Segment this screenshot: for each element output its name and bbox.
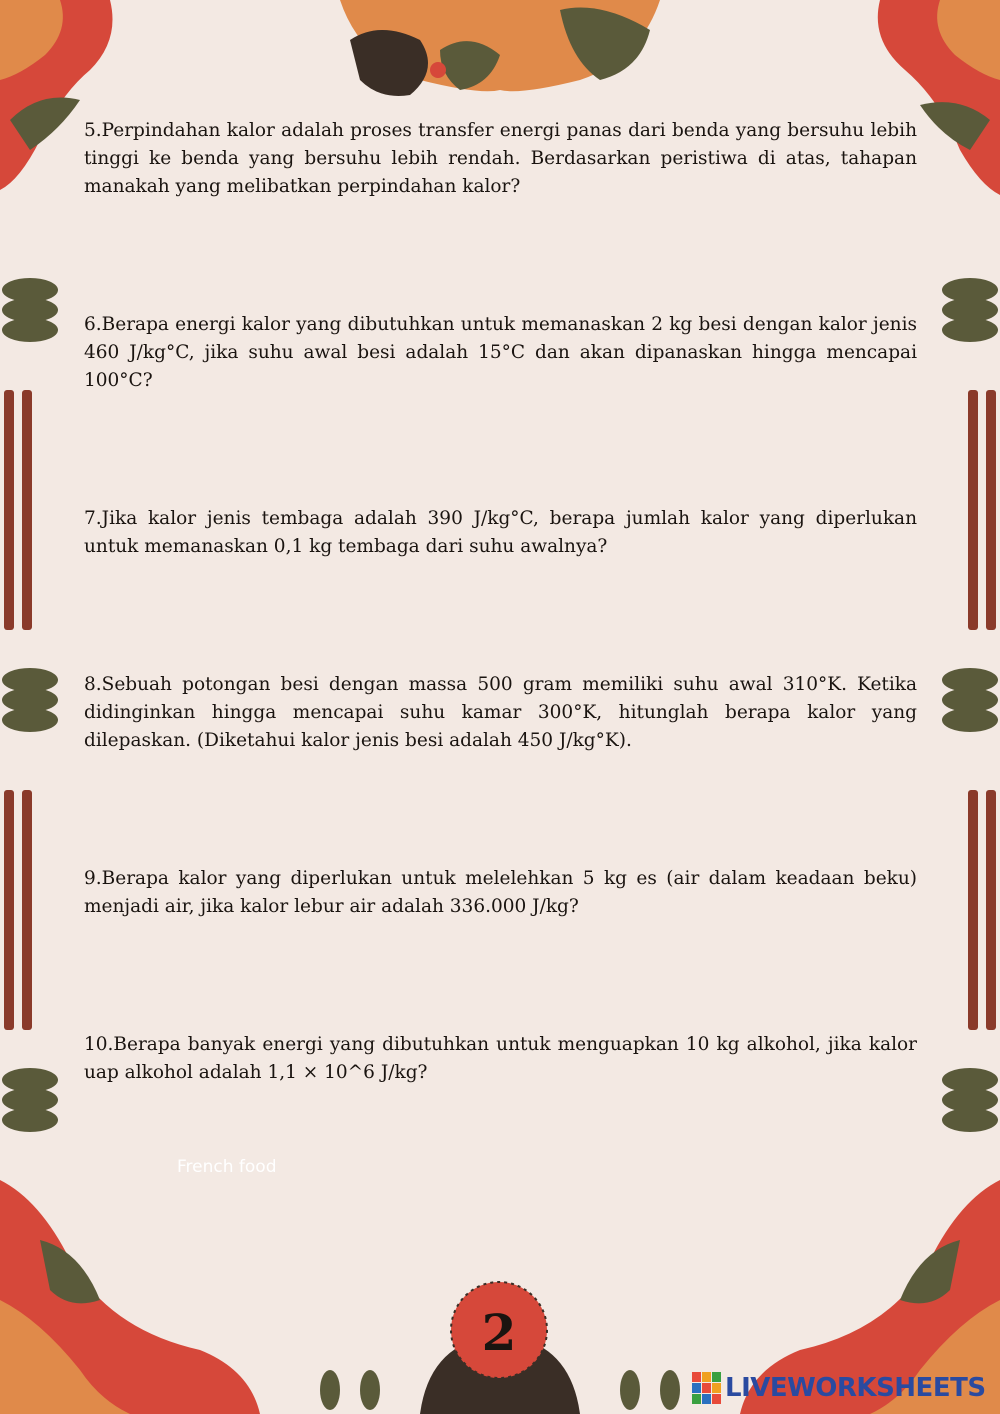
hidden-answer-label: French food (177, 1157, 277, 1177)
grid-logo-icon (692, 1372, 721, 1404)
question-6: 6.Berapa energi kalor yang dibutuhkan untuk memanaskan 2 kg besi dengan kalor jenis 460 J/kg°C, jika suhu awal besi adalah 15°C dan akan dipanaskan hingga mencapai 100°C? (84, 314, 917, 391)
question-10: 10.Berapa banyak energi yang dibutuhkan untuk menguapkan 10 kg alkohol, jika kalor uap alkohol adalah 1,1 × 10^6 J/kg? (84, 1034, 917, 1083)
liveworksheets-brand[interactable] (692, 1370, 986, 1406)
page-number: 2 (481, 1302, 517, 1362)
brand-name: LIVEWORKSHEETS (725, 1373, 986, 1403)
question-8: 8.Sebuah potongan besi dengan massa 500 gram memiliki suhu awal 310°K. Ketika didinginkan hingga mencapai suhu kamar 300°K, hitunglah berapa kalor yang dilepaskan. (Diketahui kalor jenis besi adalah 450 J/kg°K). (84, 674, 917, 751)
question-9: 9.Berapa kalor yang diperlukan untuk melelehkan 5 kg es (air dalam keadaan beku) menjadi air, jika kalor lebur air adalah 336.000 J/kg? (84, 868, 917, 917)
question-5: 5.Perpindahan kalor adalah proses transfer energi panas dari benda yang bersuhu lebih tinggi ke benda yang bersuhu lebih rendah. Berdasarkan peristiwa di atas, tahapan manakah yang melibatkan perpindahan kalor? (84, 120, 917, 197)
question-7: 7.Jika kalor jenis tembaga adalah 390 J/kg°C, berapa jumlah kalor yang diperlukan untuk memanaskan 0,1 kg tembaga dari suhu awalnya? (84, 508, 917, 557)
